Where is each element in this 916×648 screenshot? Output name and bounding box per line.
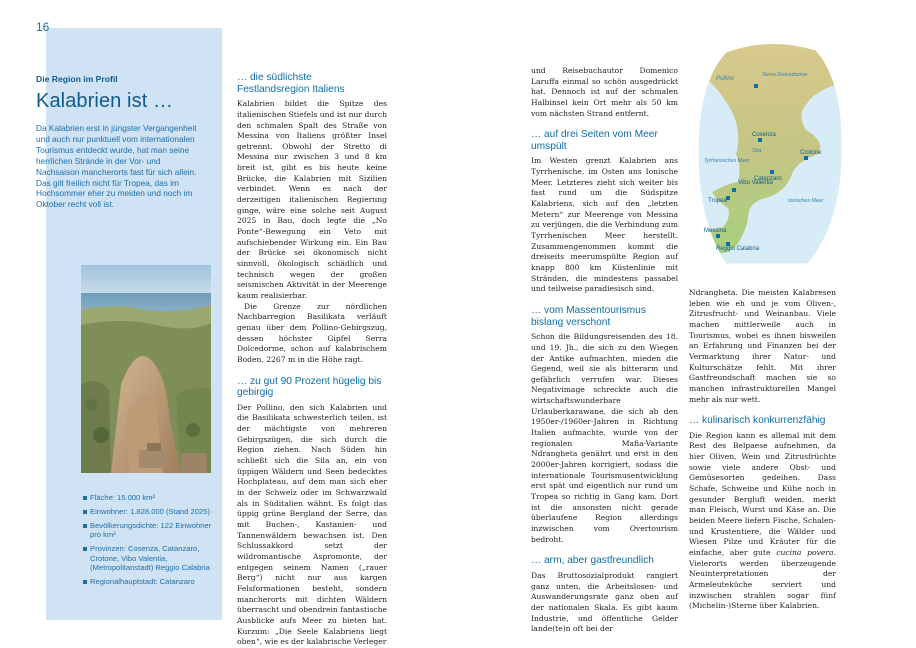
- sidebar-title: Kalabrien ist …: [36, 90, 174, 112]
- map-label-crotone: Crotone: [800, 150, 822, 156]
- fact-capital: Regionalhauptstadt: Catanzaro: [84, 577, 224, 587]
- fact-density: Bevölkerungsdichte: 122 Einwohner pro km²: [84, 521, 224, 540]
- map-label-catanzaro: Catanzaro: [754, 176, 782, 182]
- paragraph: Die Region kann es allemal mit dem Rest des Belpaese aufnehmen, da hier Oliven, Wein und Zitrusfrüchte sowie viele andere Obst- und Gemüsesorten gedeihen. Dass Schafe, Schweine und Kühe noch in gesunder Bergluft weiden, merkt man Fleisch, Wurst und Käse an. Die beiden Meere liefern Fische, Schalen- und Krustentiere, die Wälder und Wiesen Pilze und Kräuter für die einfache, aber gute cucina povera. Vielerorts werden überzeugende Neuinterpretationen der Armeleuteküche serviert und inzwischen strahlen sogar fünf (Michelin-)Sterne über Kalabrien.: [689, 430, 836, 611]
- city-marker: [804, 156, 808, 160]
- heading-poor-hospitable: … arm, aber gastfreundlich: [531, 555, 654, 567]
- paragraph: Kalabrien bildet die Spitze des italienischen Stiefels und ist nur durch den schmalen Spalt des Straße von Messina von Italiens größter Insel getrennt. Obwohl der Stretto di Messina nur zwischen 3 und 8 km breit ist, gibt es bis heute keine Brücke, die Kalabrien mit Sizilien verbindet. Wenn es nach der derzeitigen italienischen Regierung ginge, wäre eine solche seit August 2025 in Bau, doch legte die „No Ponte“-Bewegung ein Veto mit aufschiebender Wirkung ein. Ein Bau der Brücke sei ökonomisch nicht sinnvoll, ökologisch schädlich und technisch wegen der großen seismischen Aktivität in der Meerenge kaum realisierbar.: [237, 99, 387, 300]
- map-label-pollino: Pollino: [716, 76, 735, 82]
- heading-culinary: … kulinarisch konkurrenzfähig: [689, 415, 826, 427]
- calabria-map: [696, 42, 844, 267]
- page-number: 16: [36, 20, 50, 34]
- landscape-photo-illustration: [81, 265, 211, 473]
- paragraph: Schon die Bildungsreisenden des 18. und 19. Jh., die sich zu den Wiegen der Antike aufmachten, mieden die Gegend, weil sie als bitterarm und gefährlich verrufen war. Dieses Negativimage schreckte auch die wirtschaftswunderbare Urlauberkarawane, die sich ab den 1950er-/1960er-Jahren in Richtung Italien aufmachte, wurde von der regionalen Mafia-Variante Ndrangheta genährt und erst in den 2000er-Jahren korrigiert, sodass die internationale Tourismusentwicklung erst spät und eigentlich nur rund um Tropea so richtig in Gang kam. Dort ist die ansonsten nicht gerade überlaufene Region allerdings inzwischen vom Overtourism bedroht.: [531, 332, 678, 544]
- text-column-2: [531, 66, 678, 635]
- paragraph: Die Grenze zur nördlichen Nachbarregion Basilikata verläuft genau über dem Pollino-Gebirgszug, dessen höchster Gipfel Serra Dolcedorme, schon auf kalabrischem Boden, 2267 m in die Höhe ragt.: [237, 301, 387, 364]
- city-marker: [770, 170, 774, 174]
- text-column-3: [689, 288, 836, 612]
- paragraph: Im Westen grenzt Kalabrien ans Tyrrhenische, im Osten ans Ionische Meer. Letzteres zieht sich weiter bis fast rund um die Südspitze Kalabriens, sich auf den „letzten Metern“ zur Meerenge von Messina zu verjüngen, die die Verbindung zum Tyrrhenischen Meer herstellt. Zusammengenommen kommt die dreiseits meerumspülte Region auf knapp 800 km Küstenlinie mit Stränden, die mindestens passabel und teilweise paradiesisch sind.: [531, 156, 678, 294]
- paragraph: Der Pollino, den sich Kalabrien und die Basilikata schwesterlich teilen, ist der mächtigste von mehreren Gebirgszügen, die sich durch die Region ziehen. Nach Süden hin schließt sich die Sila an, ein von üppigen Wäldern und Seen bedecktes Hochplateau, auf dem man sich eher in der Schweiz oder im Schwarzwald als in Süditalien wähnt. Es folgt das üppig grüne Bergland der Serre, das mit Buchen-, Kastanien- und Tannenwäldern bewachsen ist. Den Schlussakkord setzt der wildromantische Aspromonte, der entgegen seinem Namen („rauer Berg“) nicht nur aus kargen Felsformationen besteht, sondern mancherorts mit dichten Wäldern überrascht und obendrein fantastische Ausblicke aufs Meer zu bieten hat. Kurzum: „Die Seele Kalabriens liegt oben“, wie es der kalabrische Verleger: [237, 402, 387, 647]
- paragraph: Ndrangheta. Die meisten Kalabresen leben wie eh und je vom Oliven-, Zitrusfrucht- und Weinanbau. Viele machen mittlerweile auch in Tourismus, wobei es ihnen bisweilen an Erfahrung und Finanzen bei der Vermarktung ihrer Natur- und Kulturschätze fehlt. Mit ihrer Gastfreundschaft machen sie so manchen infrastrukturellen Mangel mehr als nur wett.: [689, 288, 836, 404]
- sidebar-kicker: Die Region im Profil: [36, 74, 118, 84]
- heading-three-seas: … auf drei Seiten vom Meer umspült: [531, 129, 658, 152]
- city-marker: [758, 138, 762, 142]
- map-label-vibo: Vibo Valentia: [738, 180, 773, 186]
- paragraph: Das Bruttosozialprodukt rangiert ganz unten, die Arbeitslosen- und Auswanderungsrate ganz oben auf der nationalen Skala. Es gibt kaum Industrie, und öffentliche Gelder lande(te)n oft bei der: [531, 570, 678, 634]
- city-marker: [716, 234, 720, 238]
- map-label-ionian: Ionisches Meer: [788, 198, 824, 204]
- map-label-tropea: Tropea: [708, 198, 727, 204]
- heading-mass-tourism: … vom Massentourismus bislang verschont: [531, 305, 646, 328]
- map-label-serra: Serra Dolcedorme: [762, 72, 808, 78]
- map-label-sila: Sila: [752, 148, 762, 154]
- facts-list: [84, 493, 224, 591]
- fact-area: Fläche: 15.000 km²: [84, 493, 224, 503]
- city-marker: [754, 84, 758, 88]
- paragraph: und Reisebuchautor Domenico Laruffa einmal so schön ausgedrückt hat. Dennoch ist auf der schmalen Halbinsel kein Ort mehr als 50 km vom nächsten Strand entfernt.: [531, 66, 678, 118]
- map-label-messina: Messina: [704, 228, 727, 234]
- italic-term: cucina povera: [776, 548, 834, 558]
- map-label-cosenza: Cosenza: [752, 132, 776, 138]
- fact-population: Einwohner: 1.828.000 (Stand 2025): [84, 507, 224, 517]
- city-marker: [732, 188, 736, 192]
- fact-provinces: Provinzen: Cosenza, Catanzaro, Crotone, Vibo Valentia, (Metropolitanstadt) Reggio Calabria: [84, 544, 224, 573]
- heading-southernmost: … die südlichste Festlandsregion Italiens: [237, 72, 345, 95]
- sidebar-intro: Da Kalabrien erst in jüngster Vergangenheit und auch nur punktuell vom internationalen Tourismus entdeckt wurde, hat man seine herrlichen Strände in der Vor- und Nachsaison mancherorts fast für sich allein. Das gilt freilich nicht für Tropea, das im Hochsommer eher zu meiden und noch im Oktober recht voll ist.: [36, 123, 197, 210]
- map-label-tyrrhenian: Tyrrhenisches Meer: [704, 158, 750, 164]
- map-label-reggio: Reggio Calabria: [716, 246, 760, 252]
- heading-mountainous: … zu gut 90 Prozent hügelig bis gebirgig: [237, 375, 382, 399]
- text-column-1: [237, 72, 387, 648]
- calabria-map-graphic: [696, 42, 844, 267]
- landscape-photo: [81, 265, 211, 473]
